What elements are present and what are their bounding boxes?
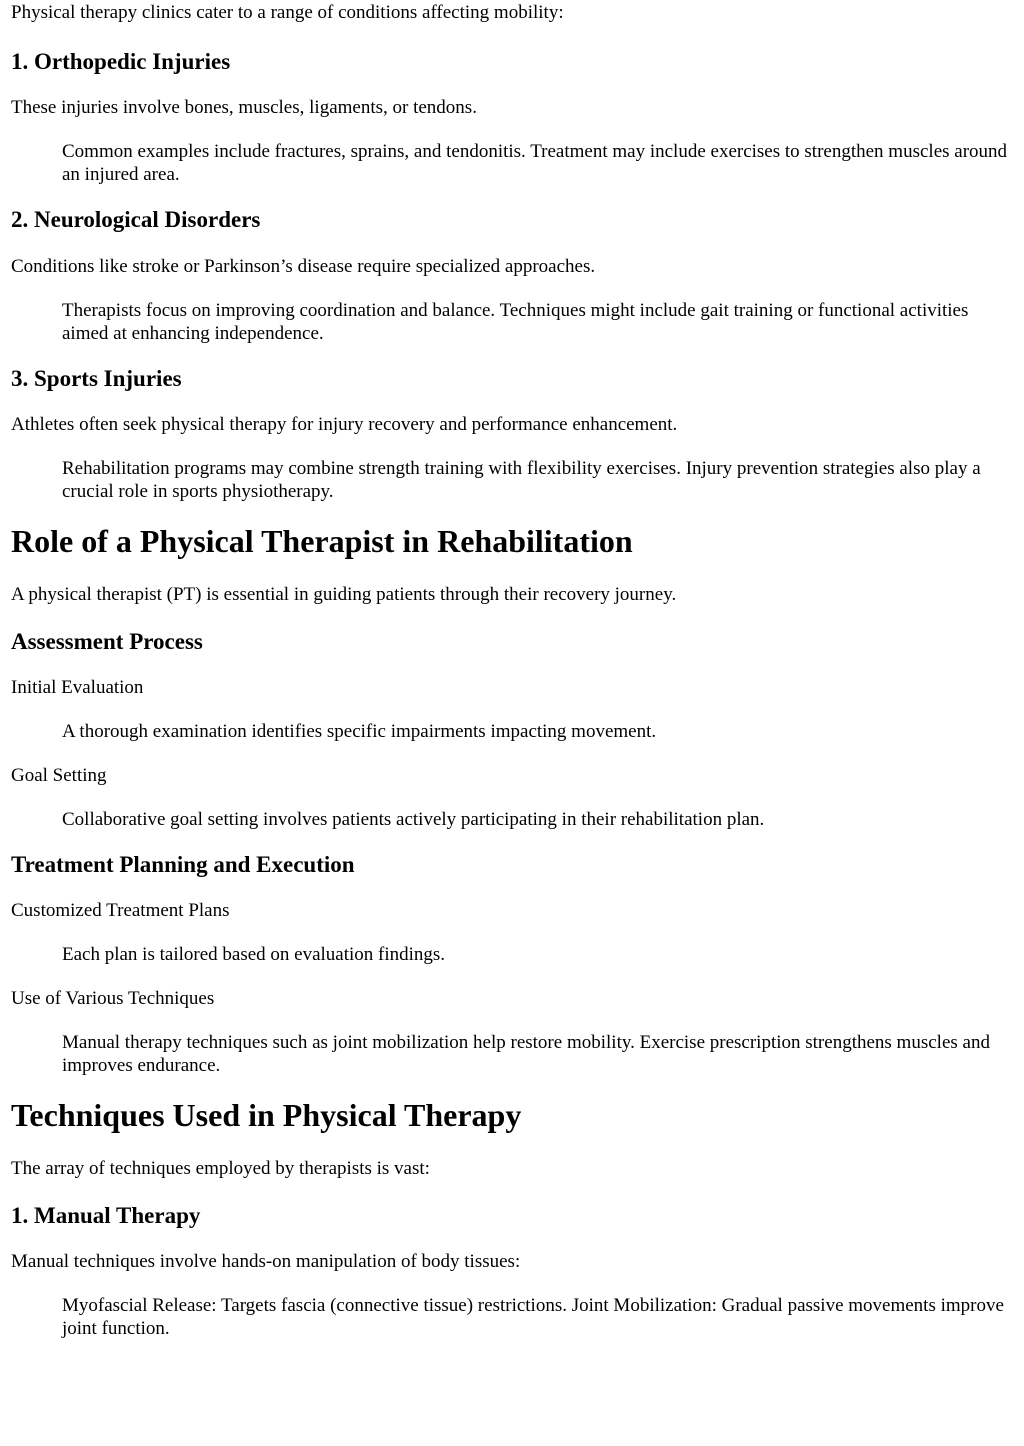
heading-neurological-disorders: 2. Neurological Disorders [11, 207, 261, 232]
heading-sports-injuries: 3. Sports Injuries [11, 366, 182, 391]
orthopedic-quote: Common examples include fractures, sprains, and tendonitis. Treatment may include exercises to strengthen muscles around an injured area. [62, 141, 1008, 185]
various-techniques-label: Use of Various Techniques [11, 988, 215, 1009]
customized-plans-label: Customized Treatment Plans [11, 900, 230, 921]
neurological-quote: Therapists focus on improving coordination and balance. Techniques might include gait training or functional activities aimed at enhancing independence. [62, 300, 969, 344]
heading-manual-therapy: 1. Manual Therapy [11, 1203, 201, 1228]
neurological-text: Conditions like stroke or Parkinson’s disease require specialized approaches. [11, 256, 596, 277]
sports-quote: Rehabilitation programs may combine strength training with flexibility exercises. Injury prevention strategies also play a crucial role in sports physiotherapy. [62, 458, 981, 502]
intro-paragraph: Physical therapy clinics cater to a range of conditions affecting mobility: [11, 2, 564, 23]
sports-text: Athletes often seek physical therapy for injury recovery and performance enhancement. [11, 414, 678, 435]
customized-plans-quote: Each plan is tailored based on evaluation findings. [62, 944, 446, 965]
initial-evaluation-quote: A thorough examination identifies specific impairments impacting movement. [62, 721, 657, 742]
orthopedic-text: These injuries involve bones, muscles, ligaments, or tendons. [11, 97, 477, 118]
heading-orthopedic-injuries: 1. Orthopedic Injuries [11, 49, 231, 74]
heading-treatment-planning: Treatment Planning and Execution [11, 852, 355, 877]
heading-techniques-used: Techniques Used in Physical Therapy [11, 1097, 522, 1133]
goal-setting-label: Goal Setting [11, 765, 107, 786]
manual-therapy-text: Manual techniques involve hands-on manipulation of body tissues: [11, 1251, 521, 1272]
techniques-text: The array of techniques employed by therapists is vast: [11, 1158, 430, 1179]
initial-evaluation-label: Initial Evaluation [11, 677, 144, 698]
heading-role-of-physical-therapist: Role of a Physical Therapist in Rehabilitation [11, 523, 633, 559]
heading-assessment-process: Assessment Process [11, 629, 203, 654]
goal-setting-quote: Collaborative goal setting involves patients actively participating in their rehabilitation plan. [62, 809, 765, 830]
various-techniques-quote: Manual therapy techniques such as joint mobilization help restore mobility. Exercise prescription strengthens muscles and improves endurance. [62, 1032, 990, 1076]
manual-therapy-quote: Myofascial Release: Targets fascia (connective tissue) restrictions. Joint Mobilization: Gradual passive movements improve joint function. [62, 1295, 1004, 1339]
role-text: A physical therapist (PT) is essential in guiding patients through their recovery journey. [11, 584, 677, 605]
